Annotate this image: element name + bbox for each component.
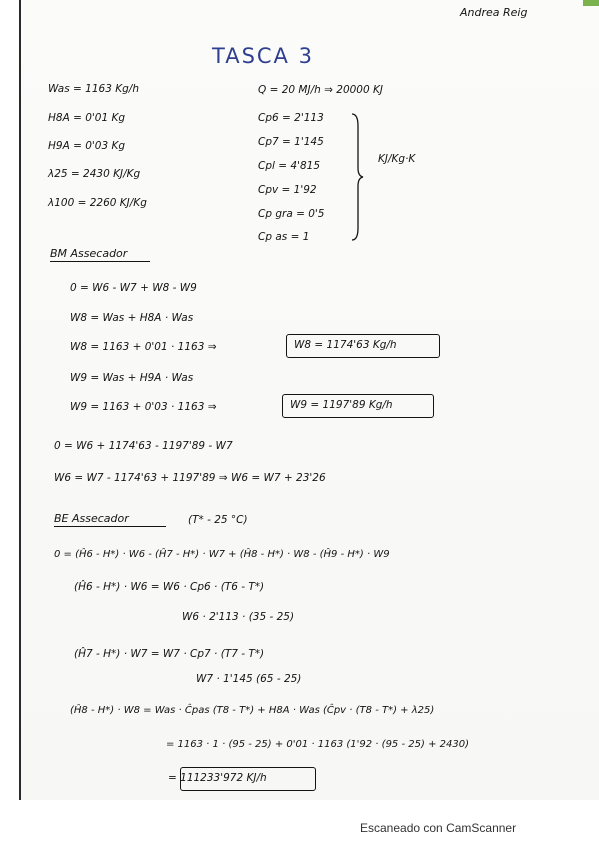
bm-line-6: 0 = W6 + 1174'63 - 1197'89 - W7 (54, 440, 233, 452)
bm-heading-underline (50, 261, 150, 262)
page-title: TASCA 3 (212, 44, 314, 68)
data-cpv: Cpv = 1'92 (258, 184, 317, 196)
data-cp7: Cp7 = 1'145 (258, 136, 324, 148)
data-was: Was = 1163 Kg/h (48, 83, 139, 95)
data-lambda100: λ100 = 2260 KJ/Kg (48, 197, 147, 209)
bm-line-3: W8 = 1163 + 0'01 · 1163 ⇒ (70, 341, 217, 353)
bm-result-w8: W8 = 1174'63 Kg/h (294, 339, 397, 351)
corner-tab (583, 0, 599, 6)
data-q: Q = 20 MJ/h ⇒ 20000 KJ (258, 84, 383, 96)
scanner-watermark: Escaneado con CamScanner (360, 821, 517, 835)
bm-result-w9: W9 = 1197'89 Kg/h (290, 399, 393, 411)
be-result: = 111233'972 KJ/h (168, 772, 267, 784)
be-reference: (T* - 25 °C) (188, 514, 248, 526)
bm-line-5: W9 = 1163 + 0'03 · 1163 ⇒ (70, 401, 217, 413)
data-lambda25: λ25 = 2430 KJ/Kg (48, 168, 141, 180)
bm-line-4: W9 = Was + H9A · Was (70, 372, 194, 384)
be-line-2: (Ĥ6 - H*) · W6 = W6 · Cp6 · (T6 - T*) (74, 581, 265, 593)
be-line-7: = 1163 · 1 · (95 - 25) + 0'01 · 1163 (1'92 · (95 - 25) + 2430) (166, 739, 469, 750)
bm-heading: BM Assecador (50, 247, 128, 260)
be-line-5: W7 · 1'145 (65 - 25) (196, 673, 302, 685)
author-name: Andrea Reig (460, 6, 528, 19)
curly-brace-icon (350, 112, 364, 242)
be-heading-underline (54, 526, 166, 527)
be-line-3: W6 · 2'113 · (35 - 25) (182, 611, 295, 623)
be-line-1: 0 = (Ĥ6 - H*) · W6 - (Ĥ7 - H*) · W7 + (Ĥ8 - H*) · W8 - (Ĥ9 - H*) · W9 (54, 549, 390, 560)
bm-line-7: W6 = W7 - 1174'63 + 1197'89 ⇒ W6 = W7 + 23'26 (54, 472, 326, 484)
data-h9a: H9A = 0'03 Kg (48, 140, 126, 152)
cp-unit: KJ/Kg·K (378, 153, 416, 165)
data-cp6: Cp6 = 2'113 (258, 112, 324, 124)
page-edge (19, 0, 21, 800)
data-cpgra: Cp gra = 0'5 (258, 208, 325, 220)
bm-line-1: 0 = W6 - W7 + W8 - W9 (70, 282, 197, 294)
be-line-4: (Ĥ7 - H*) · W7 = W7 · Cp7 · (T7 - T*) (74, 648, 265, 660)
data-h8a: H8A = 0'01 Kg (48, 112, 126, 124)
be-heading: BE Assecador (54, 512, 129, 525)
data-cpl: Cpl = 4'815 (258, 160, 320, 172)
data-cpas: Cp as = 1 (258, 231, 310, 243)
be-line-6: (Ĥ8 - H*) · W8 = Was · Ĉpas (T8 - T*) + H8A · Was (Ĉpv · (T8 - T*) + λ25) (70, 705, 435, 716)
bm-line-2: W8 = Was + H8A · Was (70, 312, 194, 324)
